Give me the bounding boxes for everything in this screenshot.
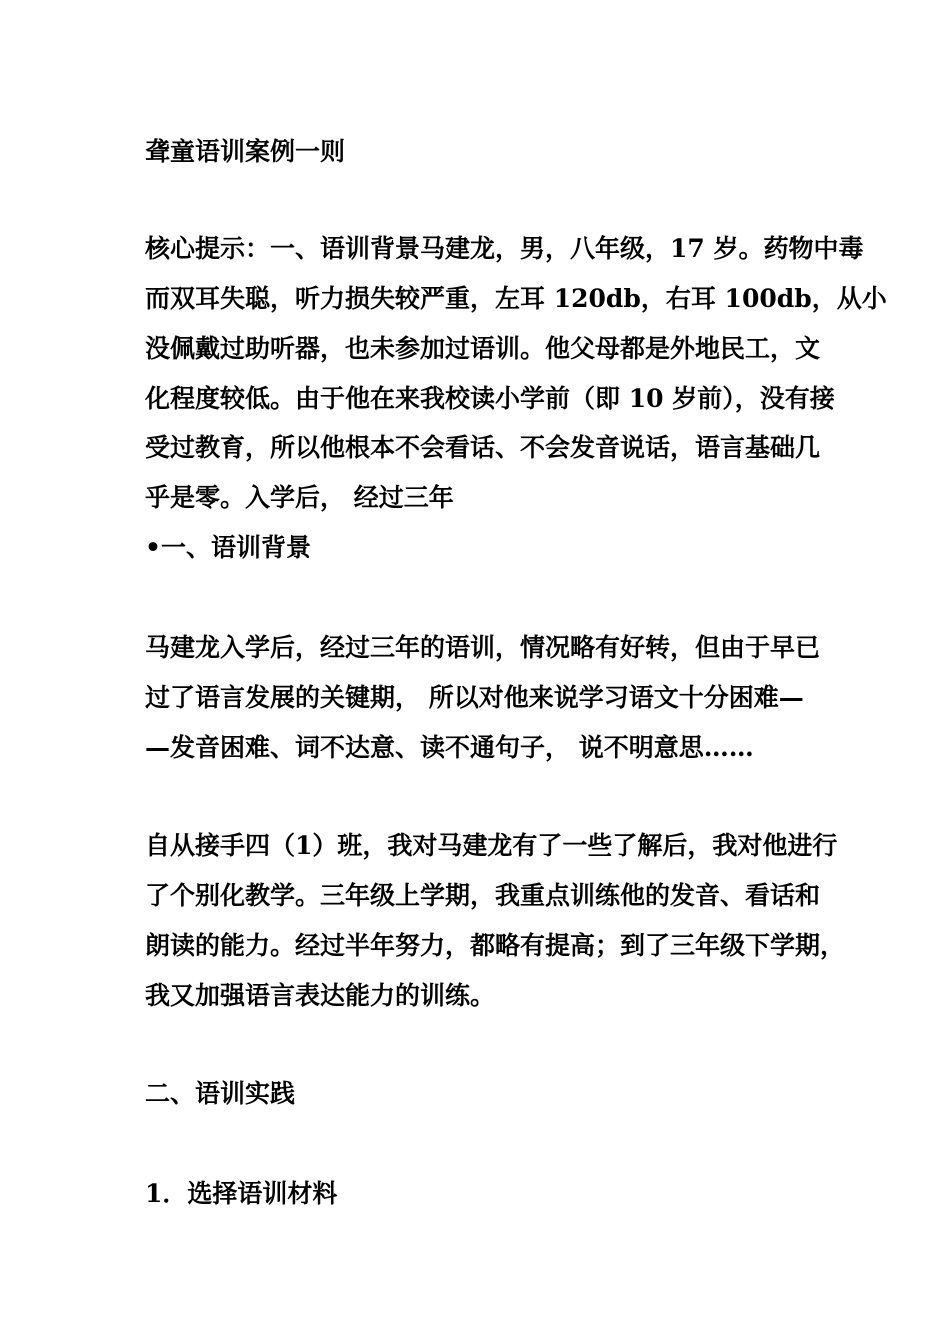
summary-line-4: 化程度较低。由于他在来我校读小学前（即 10 岁前），没有接 [145, 384, 835, 413]
summary-line-2: 而双耳失聪，听力损失较严重，左耳 120db，右耳 100db，从小 [145, 284, 887, 313]
paragraph2-line-1: 自从接手四（1）班，我对马建龙有了一些了解后，我对他进行 [145, 831, 838, 860]
paragraph2-line-2: 了个别化教学。三年级上学期，我重点训练他的发音、看话和 [145, 881, 821, 910]
section-heading-practice: 二、语训实践 [145, 1079, 296, 1108]
paragraph2-line-4: 我又加强语言表达能力的训练。 [145, 981, 496, 1010]
summary-line-1: 核心提示：一、语训背景马建龙，男，八年级，17 岁。药物中毒 [145, 234, 864, 263]
summary-line-5: 受过教育，所以他根本不会看话、不会发音说话，语言基础几 [145, 433, 821, 462]
document-title: 聋童语训案例一则 [145, 137, 346, 166]
section-heading-background: •一、语训背景 [145, 533, 311, 562]
paragraph1-line-2: 过了语言发展的关键期， 所以对他来说学习语文十分困难— [145, 683, 804, 712]
subsection-heading-materials: 1．选择语训材料 [145, 1179, 338, 1208]
paragraph2-line-3: 朗读的能力。经过半年努力，都略有提高；到了三年级下学期， [145, 931, 846, 960]
paragraph1-line-1: 马建龙入学后，经过三年的语训，情况略有好转，但由于早已 [145, 633, 821, 662]
paragraph1-line-3: —发音困难、词不达意、读不通句子， 说不明意思…… [145, 733, 754, 762]
summary-line-6: 乎是零。入学后， 经过三年 [145, 483, 454, 512]
summary-line-3: 没佩戴过助听器，也未参加过语训。他父母都是外地民工，文 [145, 334, 821, 363]
